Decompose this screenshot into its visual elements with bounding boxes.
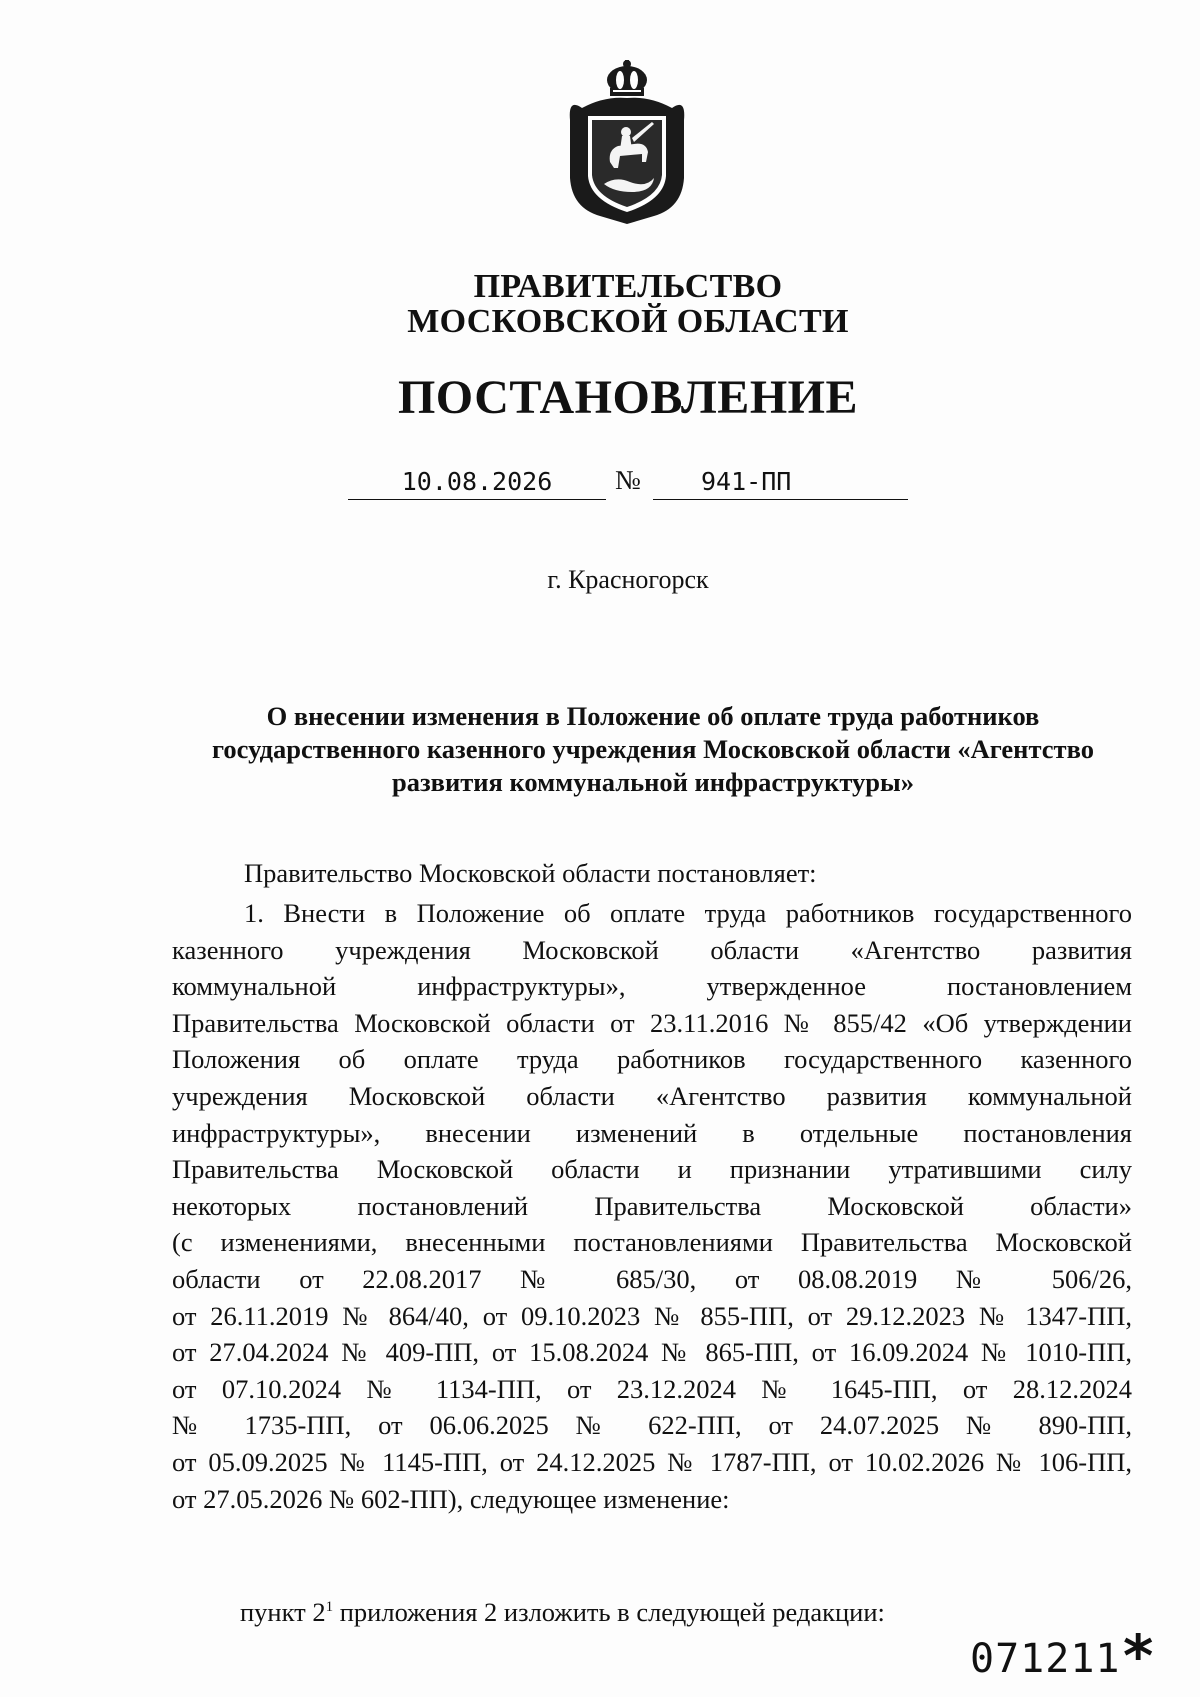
paragraph-line: (с изменениями, внесенными постановлениями Правительства Московской — [172, 1227, 1132, 1258]
paragraph-line: инфраструктуры», внесении изменений в отдельные постановления — [172, 1117, 1132, 1148]
paragraph-line: от 26.11.2019 № 864/40, от 09.10.2023 № 855-ПП, от 29.12.2023 № 1347-ПП, — [172, 1300, 1132, 1331]
paragraph-line: Правительства Московской области от 23.11.2016 № 855/42 «Об утверждении — [172, 1007, 1132, 1038]
document-title — [168, 700, 1138, 799]
decree-date: 10.08.2026 — [401, 467, 553, 496]
decree-number-field — [653, 463, 908, 500]
paragraph-line: некоторых постановлений Правительства Московской области» — [172, 1190, 1132, 1221]
instruction-superscript: 1 — [325, 1599, 334, 1616]
instruction-suffix: приложения 2 изложить в следующей редакции: — [333, 1597, 885, 1627]
title-line: О внесении изменения в Положение об оплате труда работников — [266, 701, 1040, 731]
paragraph-line: 1. Внести в Положение об оплате труда работников государственного — [244, 898, 1132, 928]
serial-number: 071211 — [970, 1636, 1121, 1682]
coat-of-arms-emblem — [560, 58, 694, 226]
paragraph-line: от 27.04.2024 № 409-ПП, от 15.08.2024 № 865-ПП, от 16.09.2024 № 1010-ПП, — [172, 1337, 1132, 1368]
paragraph-1 — [172, 895, 1132, 1517]
paragraph-line: № 1735-ПП, от 06.06.2025 № 622-ПП, от 24.07.2025 № 890-ПП, — [172, 1410, 1132, 1441]
government-name-line1: ПРАВИТЕЛЬСТВО — [473, 268, 783, 305]
decree-date-field — [348, 463, 606, 500]
title-line: развития коммунальной инфраструктуры» — [392, 767, 914, 797]
intro-sentence: Правительство Московской области постановляет: — [244, 858, 817, 888]
title-line: государственного казенного учреждения Московской области «Агентство — [212, 734, 1094, 764]
city-label: г. Красногорск — [547, 565, 709, 594]
number-sign: № — [615, 465, 641, 495]
paragraph-line: области от 22.08.2017 № 685/30, от 08.08.2019 № 506/26, — [172, 1263, 1132, 1294]
instruction-prefix: пункт 2 — [240, 1597, 326, 1627]
date-number-row — [348, 463, 908, 503]
amendment-instruction — [240, 1597, 885, 1628]
asterisk-mark: * — [1123, 1622, 1154, 1690]
paragraph-line: учреждения Московской области «Агентство развития коммунальной — [172, 1080, 1132, 1111]
decree-number: 941-ПП — [701, 467, 792, 496]
paragraph-line: казенного учреждения Московской области «Агентство развития — [172, 934, 1132, 965]
government-name-line2: МОСКОВСКОЙ ОБЛАСТИ — [407, 303, 849, 340]
paragraph-line: от 27.05.2026 № 602-ПП), следующее изменение: — [172, 1483, 730, 1514]
paragraph-line: от 07.10.2024 № 1134-ПП, от 23.12.2024 № 1645-ПП, от 28.12.2024 — [172, 1373, 1132, 1404]
document-type-heading: ПОСТАНОВЛЕНИЕ — [397, 371, 859, 424]
paragraph-line: Положения об оплате труда работников государственного казенного — [172, 1044, 1132, 1075]
paragraph-line: коммунальной инфраструктуры», утвержденное постановлением — [172, 971, 1132, 1002]
paragraph-line: Правительства Московской области и признании утратившими силу — [172, 1154, 1132, 1185]
paragraph-line: от 05.09.2025 № 1145-ПП, от 24.12.2025 № 1787-ПП, от 10.02.2026 № 106-ПП, — [172, 1446, 1132, 1477]
